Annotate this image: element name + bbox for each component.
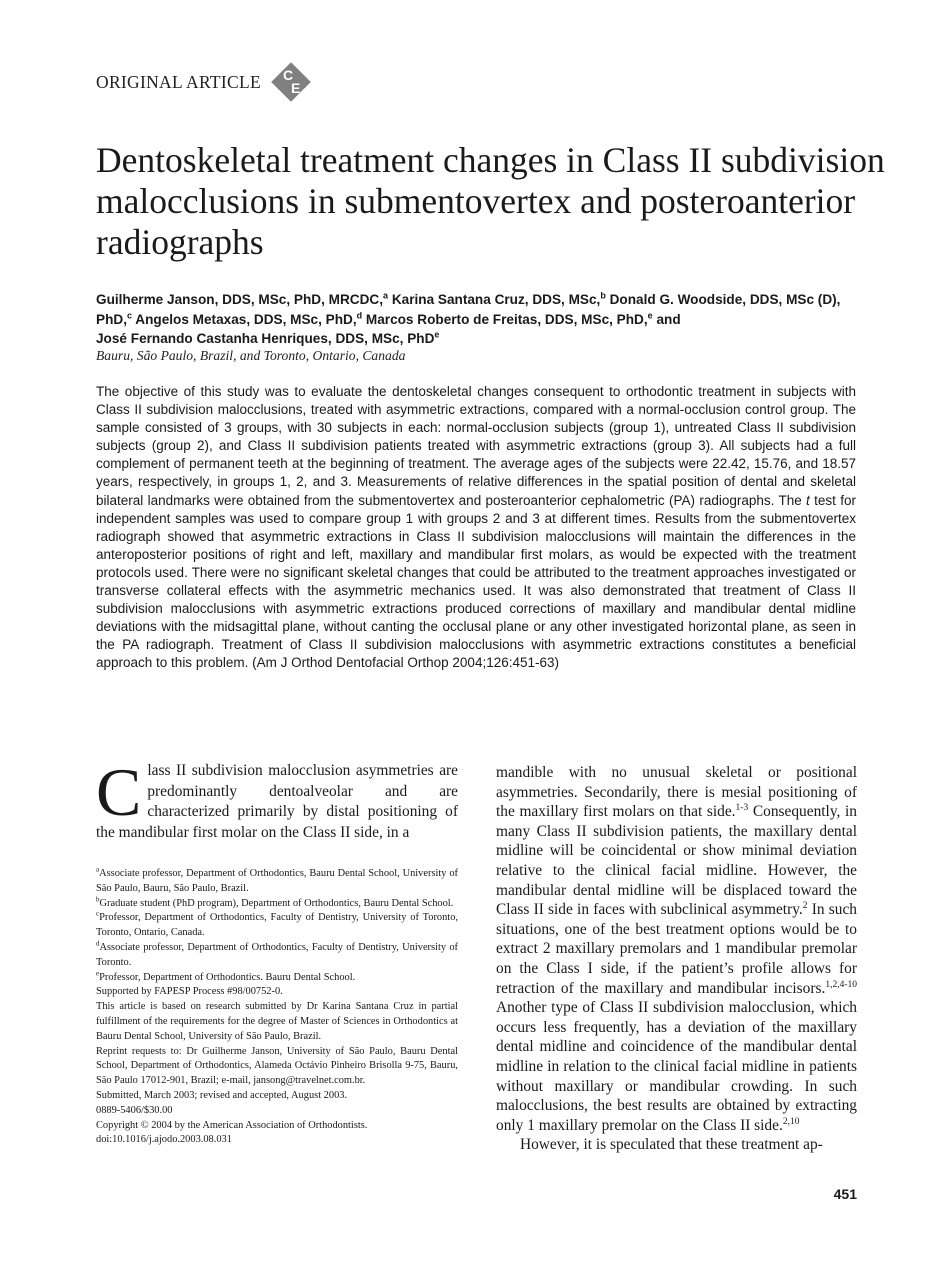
abstract-t-italic: t bbox=[806, 492, 810, 508]
author-mark: b bbox=[600, 290, 606, 301]
citation: 2 bbox=[802, 901, 808, 912]
page-number: 451 bbox=[833, 1186, 857, 1202]
author-mark: d bbox=[356, 309, 363, 320]
author-mark: e bbox=[434, 329, 440, 340]
footnote-copyright: Copyright © 2004 by the American Association of Orthodontists. bbox=[96, 1119, 368, 1131]
body-paragraph: mandible with no unusual skeletal or positional asymmetries. Secondarily, there is mesial positioning of the maxillary first molars on that side.$^{1-3}$ Consequently, in many Class II subdivision patients, the maxillary dental midline will be coincidental or show minimal deviation relative to the clinical facial midline. However, the mandibular dental midline will be displaced toward the Class II side in faces with subclinical asymmetry.$^2$ In such situations, one of the best treatment options would be to extract 2 maxillary premolars and 1 mandibular premolar on the Class I side, if the patient’s profile allows for retraction of the maxillary and mandibular incisors.$^{1,2,4-10}$ Another type of Class II subdivision malocclusion, which occurs less frequently, has a deviation of the maxillary dental midline and coincidence of the mandibular dental midline in relation to the clinical facial midline in patients without maxillary or mandibular crowding. In such malocclusions, the best results are obtained by extracting only 1 maxillary premolar on the Class II side.$^{2,10}$ bbox=[496, 764, 857, 1134]
citation: 1-3 bbox=[735, 803, 749, 814]
ce-badge-c: C bbox=[282, 67, 294, 83]
author-mark: c bbox=[126, 309, 132, 320]
author-name: Guilherme Janson, DDS, MSc, PhD, MRCDC, bbox=[96, 292, 384, 307]
author-list bbox=[96, 290, 856, 349]
intro-text: lass II subdivision malocclusion asymmetries are predominantly dentoalveolar and are characterized primarily by distal positioning of the mandibular first molar on the Class II side, in a bbox=[96, 762, 458, 841]
author-mark: e bbox=[647, 309, 653, 320]
footnote-issn: 0889-5406/$30.00 bbox=[96, 1104, 173, 1116]
article-title: Dentoskeletal treatment changes in Class II subdivision malocclusions in submentovertex and posteroanterior radiographs bbox=[96, 140, 885, 262]
affiliation-line: Bauru, São Paulo, Brazil, and Toronto, Ontario, Canada bbox=[96, 348, 406, 363]
footnote-doi: doi:10.1016/j.ajodo.2003.08.031 bbox=[96, 1134, 232, 1146]
footnote-affiliation: $^c$Professor, Department of Orthodontics, Faculty of Dentistry, University of Toronto, Toronto, Ontario, Canada. bbox=[96, 909, 458, 939]
article-header bbox=[96, 62, 311, 102]
left-column bbox=[96, 754, 458, 843]
author-conjunction: and bbox=[656, 311, 681, 327]
footnote-dates: Submitted, March 2003; revised and accepted, August 2003. bbox=[96, 1089, 348, 1101]
author-name: José Fernando Castanha Henriques, DDS, MSc, PhD bbox=[96, 331, 435, 346]
footnote-funding: Supported by FAPESP Process #98/00752-0. bbox=[96, 986, 283, 998]
abstract bbox=[96, 383, 856, 673]
author-name: Angelos Metaxas, DDS, MSc, PhD, bbox=[135, 311, 357, 327]
body-paragraph: However, it is speculated that these treatment ap- bbox=[520, 1136, 823, 1154]
ce-badge-e: E bbox=[290, 80, 301, 96]
author-name: Donald G. Woodside, DDS, MSc (D), PhD, bbox=[96, 292, 841, 327]
citation: 2,10 bbox=[782, 1116, 800, 1127]
footnote-reprint: Reprint requests to: Dr Guilherme Janson, University of São Paulo, Bauru Dental School, Department of Orthodontics, Alameda Octávio Pinheiro Brisolla 9-75, Bauru, São Paulo 17012-901, Brazil; e-mail, jansong@travelnet.com.br. bbox=[96, 1045, 458, 1087]
section-label: ORIGINAL ARTICLE bbox=[96, 71, 261, 92]
footnote-thesis: This article is based on research submitted by Dr Karina Santana Cruz in partial fulfillment of the requirements for the degree of Master of Sciences in Orthodontics at Bauru Dental School, University of São Paulo, Brazil. bbox=[96, 1001, 458, 1042]
footnote-affiliation: $^e$Professor, Department of Orthodontics. Bauru Dental School. bbox=[96, 969, 356, 983]
drop-cap: C bbox=[96, 754, 142, 830]
citation: 1,2,4-10 bbox=[825, 979, 857, 990]
author-name: Marcos Roberto de Freitas, DDS, MSc, PhD, bbox=[365, 311, 648, 327]
abstract-text-part1: The objective of this study was to evaluate the dentoskeletal changes consequent to orthodontic treatment in subjects with Class II subdivision malocclusions, treated with asymmetric extractions, compared with a normal-occlusion control group. The sample consisted of 3 groups, with 30 subjects in each: normal-occlusion subjects (group 1), untreated Class II subdivision subjects (group 2), and Class II subdivision patients treated with asymmetric extractions (group 3). All subjects had a full complement of permanent teeth at the beginning of treatment. The average ages of the subjects were 22.42, 15.76, and 18.57 years, respectively, in groups 1, 2, and 3. Measurements of relative differences in the spatial position of dental and skeletal bilateral landmarks were obtained from the submentovertex and posteroanterior cephalometric (PA) radiographs. The bbox=[96, 384, 856, 508]
author-name: Karina Santana Cruz, DDS, MSc, bbox=[391, 292, 601, 307]
ce-badge-icon bbox=[271, 62, 311, 102]
intro-paragraph bbox=[96, 754, 458, 843]
abstract-text-part2: test for independent samples was used to compare group 1 with groups 2 and 3 at different times. Results from the submentovertex radiograph showed that asymmetric extractions in Class II subdivision malocclusions will maintain the differences in the anteroposterior positions of right and left, maxillary and mandibular first molars, as would be expected with the treatment protocols used. There were no significant skeletal changes that could be attributed to the treatment approaches investigated or transverse collateral effects with the asymmetric mechanics used. It was also demonstrated that treatment of Class II subdivision malocclusions with asymmetric extractions produced corrections of maxillary and mandibular dental midline deviations with the midsagittal plane, without canting the occlusal plane or any other investigated horizontal plane, as seen in the PA radiograph. Treatment of Class II subdivision malocclusions with asymmetric extractions constitutes a beneficial approach to this problem. (Am J Orthod Dentofacial Orthop 2004;126:451-63) bbox=[96, 492, 856, 671]
author-mark: a bbox=[383, 290, 389, 301]
footnote-affiliation: $^a$Associate professor, Department of Orthodontics, Bauru Dental School, University of São Paulo, Bauru, São Paulo, Brazil. bbox=[96, 865, 458, 894]
footnote-affiliation: $^b$Graduate student (PhD program), Department of Orthodontics, Bauru Dental School. bbox=[96, 895, 454, 909]
right-column bbox=[496, 763, 857, 1155]
footnote-affiliation: $^d$Associate professor, Department of Orthodontics, Faculty of Dentistry, University of Toronto. bbox=[96, 939, 458, 968]
footnotes bbox=[96, 867, 458, 1148]
